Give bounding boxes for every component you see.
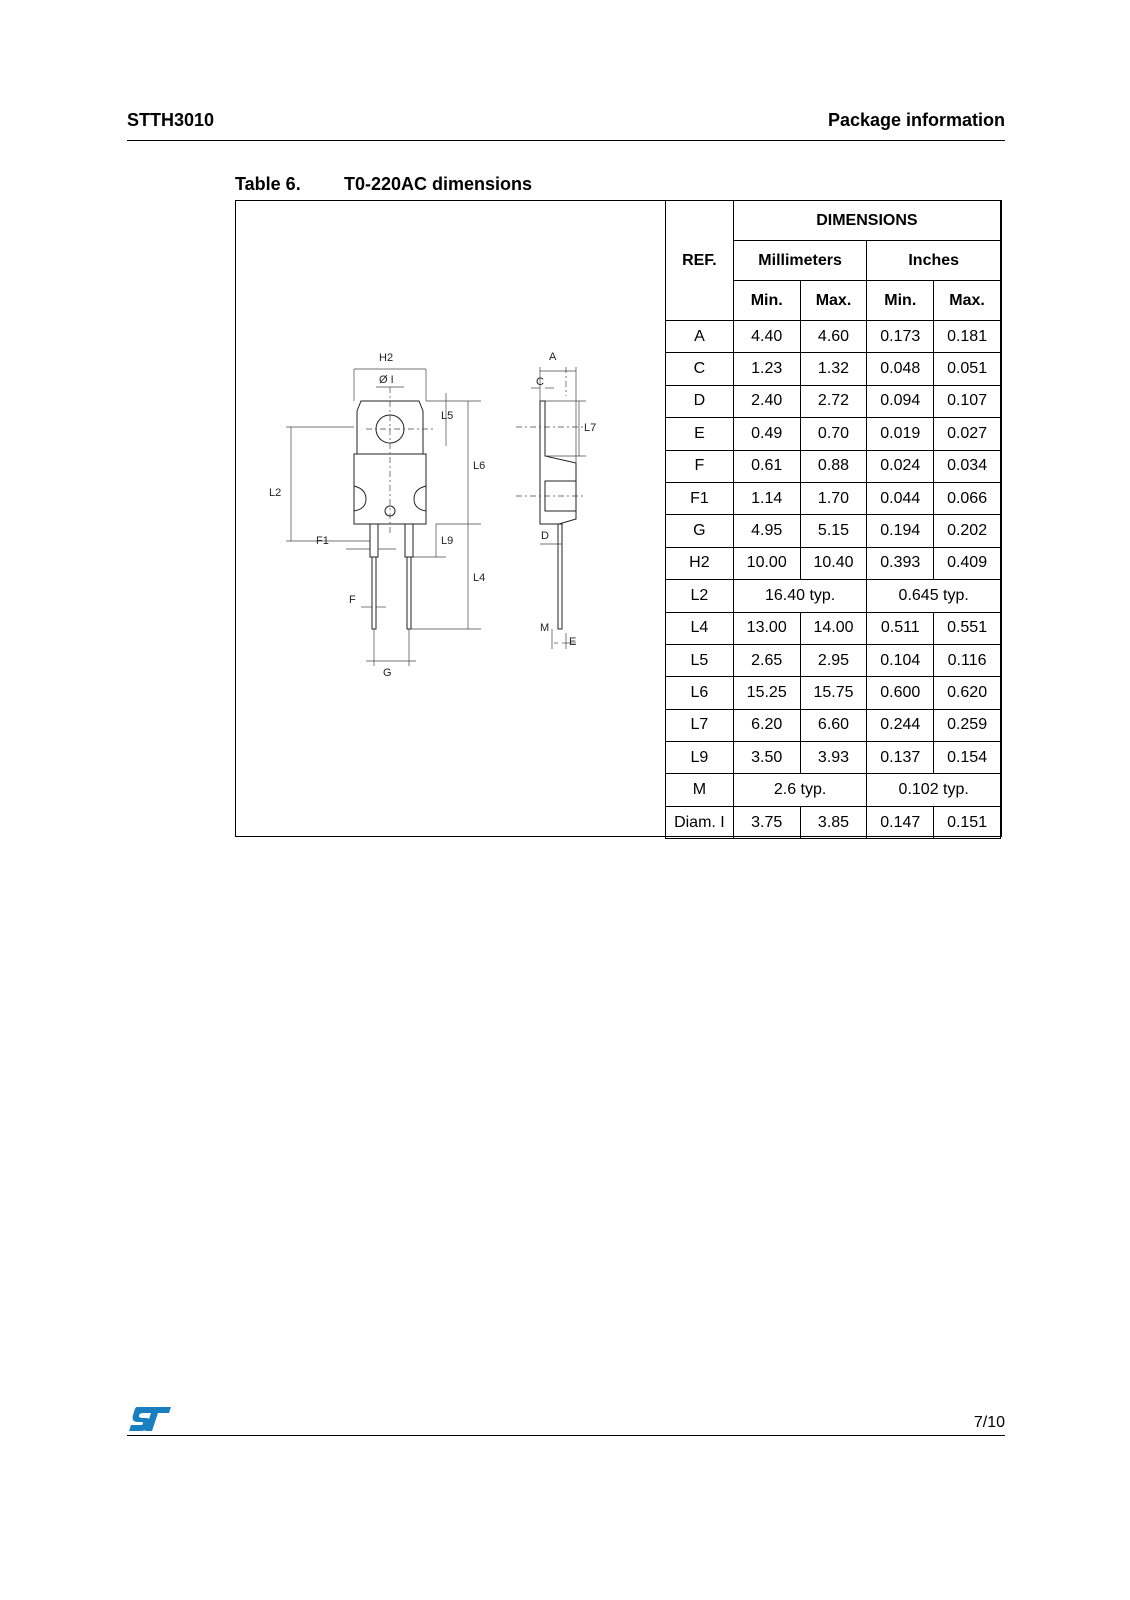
label-l4: L4 — [473, 572, 486, 584]
mm-typ-cell: 2.6 typ. — [733, 774, 867, 806]
ref-cell: L2 — [666, 580, 734, 612]
mm-min-cell: 3.75 — [733, 806, 800, 838]
ref-cell: E — [666, 418, 734, 450]
mm-max-cell: 1.70 — [800, 482, 867, 514]
mm-max-cell: 0.70 — [800, 418, 867, 450]
mm-max-cell: 3.93 — [800, 742, 867, 774]
mm-min-cell: 4.95 — [733, 515, 800, 547]
in-min-cell: 0.094 — [867, 385, 934, 417]
lead-right — [405, 524, 413, 557]
in-min-cell: 0.393 — [867, 547, 934, 579]
in-min-cell: 0.104 — [867, 644, 934, 676]
in-min-cell: 0.173 — [867, 321, 934, 353]
inches-header: Inches — [867, 241, 1001, 281]
label-h2: H2 — [379, 352, 394, 364]
in-max-cell: 0.034 — [934, 450, 1001, 482]
in-max-cell: 0.551 — [934, 612, 1001, 644]
in-max-cell: 0.116 — [934, 644, 1001, 676]
mm-min-header: Min. — [733, 281, 800, 321]
dimensions-header: DIMENSIONS — [733, 201, 1000, 241]
page-number: 7/10 — [973, 1414, 1005, 1431]
ref-header: REF. — [666, 201, 734, 321]
in-min-cell: 0.024 — [867, 450, 934, 482]
mm-max-cell: 15.75 — [800, 677, 867, 709]
mm-min-cell: 13.00 — [733, 612, 800, 644]
table-row — [666, 742, 1001, 774]
mm-min-cell: 2.65 — [733, 644, 800, 676]
ref-cell: A — [666, 321, 734, 353]
table-row — [666, 612, 1001, 644]
label-l7: L7 — [584, 422, 597, 434]
dimensions-table-frame — [235, 200, 1002, 837]
in-min-cell: 0.600 — [867, 677, 934, 709]
label-m: M — [540, 622, 550, 634]
label-l9: L9 — [441, 535, 454, 547]
header-rule — [127, 140, 1005, 141]
lead-left — [370, 524, 378, 557]
table-row — [666, 515, 1001, 547]
mm-min-cell: 2.40 — [733, 385, 800, 417]
ref-cell: F1 — [666, 482, 734, 514]
mm-typ-cell: 16.40 typ. — [733, 580, 867, 612]
in-min-cell: 0.147 — [867, 806, 934, 838]
table-row — [666, 450, 1001, 482]
header-section-title: Package information — [827, 110, 1005, 130]
ref-cell: F — [666, 450, 734, 482]
label-e: E — [569, 636, 577, 648]
in-min-cell: 0.511 — [867, 612, 934, 644]
ref-cell: L7 — [666, 709, 734, 741]
mm-min-cell: 4.40 — [733, 321, 800, 353]
table-caption-number: Table 6. — [235, 174, 301, 194]
mm-max-cell: 6.60 — [800, 709, 867, 741]
in-max-cell: 0.259 — [934, 709, 1001, 741]
ref-cell: D — [666, 385, 734, 417]
table-row — [666, 677, 1001, 709]
table-row — [666, 482, 1001, 514]
mm-min-cell: 1.14 — [733, 482, 800, 514]
table-row — [666, 580, 1001, 612]
in-max-cell: 0.202 — [934, 515, 1001, 547]
ref-cell: L9 — [666, 742, 734, 774]
mm-max-cell: 10.40 — [800, 547, 867, 579]
label-d: D — [541, 530, 549, 542]
label-g: G — [383, 667, 392, 679]
table-row — [666, 418, 1001, 450]
in-min-header: Min. — [867, 281, 934, 321]
in-min-cell: 0.137 — [867, 742, 934, 774]
in-typ-cell: 0.645 typ. — [867, 580, 1001, 612]
table-row — [666, 385, 1001, 417]
mm-max-cell: 2.95 — [800, 644, 867, 676]
mm-min-cell: 3.50 — [733, 742, 800, 774]
label-c: C — [536, 376, 544, 388]
mm-max-cell: 4.60 — [800, 321, 867, 353]
in-max-cell: 0.066 — [934, 482, 1001, 514]
millimeters-header: Millimeters — [733, 241, 867, 281]
table-row — [666, 644, 1001, 676]
dimensions-table — [665, 200, 1001, 839]
ref-cell: L6 — [666, 677, 734, 709]
in-min-cell: 0.048 — [867, 353, 934, 385]
mm-min-cell: 6.20 — [733, 709, 800, 741]
mm-min-cell: 10.00 — [733, 547, 800, 579]
mm-min-cell: 0.61 — [733, 450, 800, 482]
mm-min-cell: 1.23 — [733, 353, 800, 385]
ref-cell: L5 — [666, 644, 734, 676]
mm-min-cell: 15.25 — [733, 677, 800, 709]
in-min-cell: 0.019 — [867, 418, 934, 450]
label-l2: L2 — [269, 487, 282, 499]
in-min-cell: 0.044 — [867, 482, 934, 514]
header-part-number: STTH3010 — [127, 110, 215, 130]
in-max-cell: 0.620 — [934, 677, 1001, 709]
in-min-cell: 0.194 — [867, 515, 934, 547]
label-l6: L6 — [473, 460, 486, 472]
mm-max-header: Max. — [800, 281, 867, 321]
ref-cell: C — [666, 353, 734, 385]
label-f1: F1 — [316, 535, 329, 547]
ref-cell: M — [666, 774, 734, 806]
table-row — [666, 806, 1001, 838]
in-min-cell: 0.244 — [867, 709, 934, 741]
ref-cell: G — [666, 515, 734, 547]
in-max-cell: 0.409 — [934, 547, 1001, 579]
mm-max-cell: 2.72 — [800, 385, 867, 417]
ref-cell: H2 — [666, 547, 734, 579]
label-diam: Ø I — [379, 374, 394, 386]
in-max-header: Max. — [934, 281, 1001, 321]
mm-max-cell: 1.32 — [800, 353, 867, 385]
mm-max-cell: 14.00 — [800, 612, 867, 644]
table-row — [666, 547, 1001, 579]
label-l5: L5 — [441, 410, 454, 422]
table-row — [666, 774, 1001, 806]
table-row — [666, 709, 1001, 741]
in-max-cell: 0.051 — [934, 353, 1001, 385]
mm-max-cell: 0.88 — [800, 450, 867, 482]
mm-min-cell: 0.49 — [733, 418, 800, 450]
table-row — [666, 353, 1001, 385]
in-max-cell: 0.151 — [934, 806, 1001, 838]
label-a: A — [549, 351, 557, 363]
ref-cell: L4 — [666, 612, 734, 644]
mm-max-cell: 5.15 — [800, 515, 867, 547]
in-max-cell: 0.027 — [934, 418, 1001, 450]
table-caption-title: T0-220AC dimensions — [344, 174, 533, 194]
table-row — [666, 321, 1001, 353]
in-max-cell: 0.181 — [934, 321, 1001, 353]
label-f: F — [349, 594, 356, 606]
package-drawing — [236, 201, 666, 836]
ref-cell: Diam. I — [666, 806, 734, 838]
in-max-cell: 0.107 — [934, 385, 1001, 417]
in-max-cell: 0.154 — [934, 742, 1001, 774]
footer-rule — [127, 1435, 1005, 1436]
in-typ-cell: 0.102 typ. — [867, 774, 1001, 806]
st-logo-icon — [127, 1405, 173, 1433]
mm-max-cell: 3.85 — [800, 806, 867, 838]
